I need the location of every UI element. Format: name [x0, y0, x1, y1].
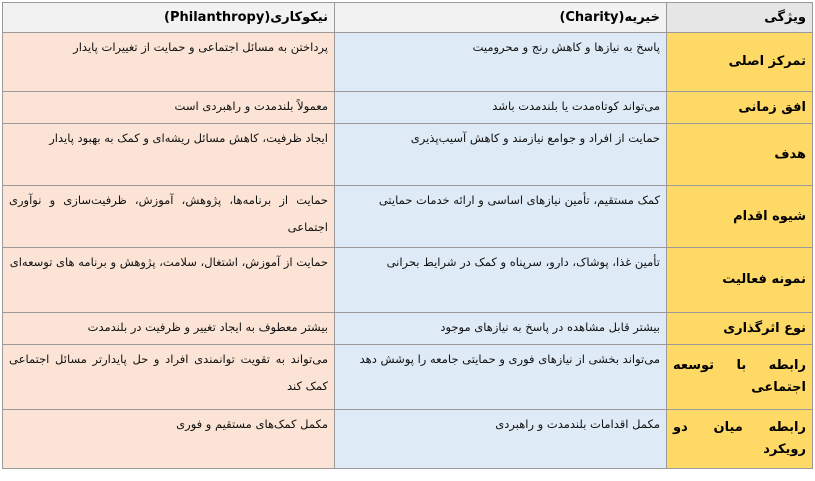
table-row — [3, 124, 813, 186]
feature-cell: تمرکز اصلی — [667, 33, 813, 92]
feature-cell: افق زمانی — [667, 92, 813, 124]
header-charity: خیریه(Charity) — [335, 3, 667, 33]
header-philanthropy: نیکوکاری(Philanthropy) — [3, 3, 335, 33]
charity-cell: می‌تواند بخشی از نیازهای فوری و حمایتی جامعه را پوشش دهد — [335, 345, 667, 410]
table-row — [3, 92, 813, 124]
charity-cell: مکمل اقدامات بلندمدت و راهبردی — [335, 410, 667, 469]
philanthropy-cell: ایجاد ظرفیت، کاهش مسائل ریشه‌ای و کمک به بهبود پایدار — [3, 124, 335, 186]
table-row — [3, 313, 813, 345]
philanthropy-cell: بیشتر معطوف به ایجاد تغییر و ظرفیت در بلندمدت — [3, 313, 335, 345]
table-row — [3, 33, 813, 92]
philanthropy-cell: پرداختن به مسائل اجتماعی و حمایت از تغییرات پایدار — [3, 33, 335, 92]
comparison-table — [2, 2, 813, 469]
philanthropy-cell: حمایت از برنامه‌ها، پژوهش، آموزش، ظرفیت‌سازی و نوآوری اجتماعی — [3, 186, 335, 248]
feature-cell: هدف — [667, 124, 813, 186]
philanthropy-cell: مکمل کمک‌های مستقیم و فوری — [3, 410, 335, 469]
feature-cell: شیوه اقدام — [667, 186, 813, 248]
charity-cell: تأمین غذا، پوشاک، دارو، سرپناه و کمک در شرایط بحرانی — [335, 248, 667, 313]
philanthropy-cell: معمولاً بلندمدت و راهبردی است — [3, 92, 335, 124]
philanthropy-cell: حمایت از آموزش، اشتغال، سلامت، پژوهش و برنامه های توسعه‌ای — [3, 248, 335, 313]
charity-cell: کمک مستقیم، تأمین نیازهای اساسی و ارائه خدمات حمایتی — [335, 186, 667, 248]
table-row — [3, 248, 813, 313]
table-row — [3, 186, 813, 248]
feature-cell: نمونه فعالیت — [667, 248, 813, 313]
feature-cell: رابطه میان دو رویکرد — [667, 410, 813, 469]
feature-cell: رابطه با توسعه اجتماعی — [667, 345, 813, 410]
table-row — [3, 410, 813, 469]
philanthropy-cell: می‌تواند به تقویت توانمندی افراد و حل پایدارتر مسائل اجتماعی کمک کند — [3, 345, 335, 410]
feature-cell: نوع اثرگذاری — [667, 313, 813, 345]
header-feature: ویژگی — [667, 3, 813, 33]
charity-cell: بیشتر قابل مشاهده در پاسخ به نیازهای موجود — [335, 313, 667, 345]
comparison-table-container — [2, 2, 812, 469]
charity-cell: پاسخ به نیازها و کاهش رنج و محرومیت — [335, 33, 667, 92]
charity-cell: حمایت از افراد و جوامع نیازمند و کاهش آسیب‌پذیری — [335, 124, 667, 186]
table-row — [3, 345, 813, 410]
header-row — [3, 3, 813, 33]
charity-cell: می‌تواند کوتاه‌مدت یا بلندمدت باشد — [335, 92, 667, 124]
